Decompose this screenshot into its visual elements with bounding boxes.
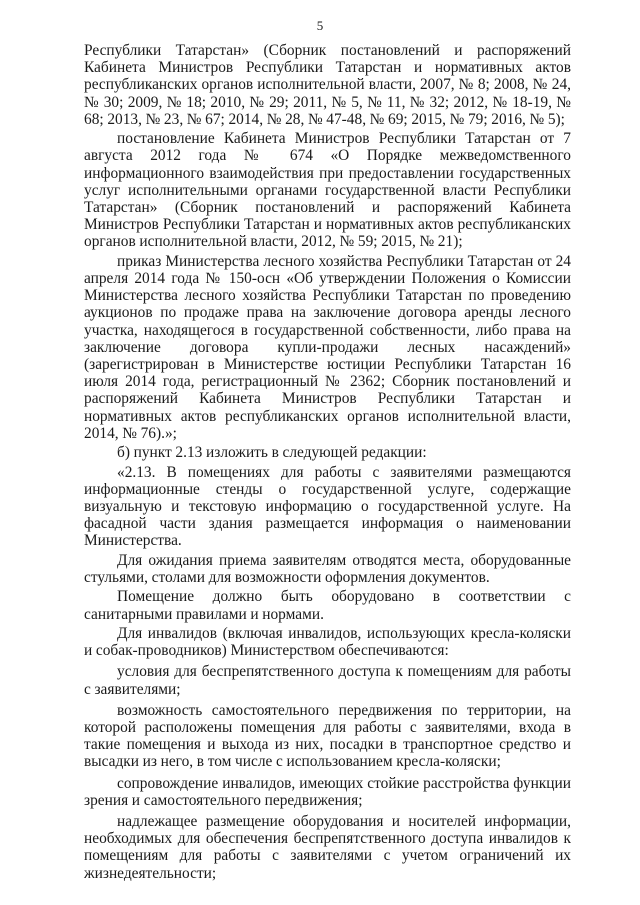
page-number: 5	[316, 18, 324, 33]
list-item-equipment-placement: надлежащее размещение оборудования и носителей информации, необходимых для обеспечения беспрепятственного доступа инвалидов к помещениям для работы с заявителями с учетом ограничений их жизнедеятельности;	[84, 813, 571, 882]
paragraph-waiting-places: Для ожидания приема заявителям отводятся места, оборудованные стульями, столами для возможности оформления документов.	[84, 551, 571, 587]
document-body	[84, 42, 571, 884]
paragraph-order-150-osn: приказ Министерства лесного хозяйства Республики Татарстан от 24 апреля 2014 года № 150-осн «Об утверждении Положения о Комиссии Министерства лесного хозяйства Республики Татарстан по проведению аукционов по продаже права на заключение договора аренды лесного участка, находящегося в государственной собственности, либо права на заключение договора купли-продажи лесных насаждений» (зарегистрирован в Министерстве юстиции Республики Татарстан 16 июля 2014 года, регистрационный № 2362; Сборник постановлений и распоряжений Кабинета Министров Республики Татарстан и нормативных актов республиканских органов исполнительной власти, 2014, № 76).»;	[84, 252, 571, 442]
paragraph-continuation-sources: Республики Татарстан» (Сборник постановлений и распоряжений Кабинета Министров Республики Татарстан и нормативных актов республиканских органов исполнительной власти, 2007, № 8; 2008, № 24, № 30; 2009, № 18; 2010, № 29; 2011, № 5, № 11, № 32; 2012, № 18-19, № 68; 2013, № 23, № 67; 2014, № 28, № 47-48, № 69; 2015, № 79; 2016, № 5);	[84, 42, 571, 128]
list-item-access-conditions: условия для беспрепятственного доступа к помещениям для работы с заявителями;	[84, 663, 571, 698]
paragraph-resolution-674: постановление Кабинета Министров Республики Татарстан от 7 августа 2012 года № 674 «О Порядке межведомственного информационного взаимодействия при предоставлении государственных услуг исполнительными органами государственной власти Республики Татарстан» (Сборник постановлений и распоряжений Кабинета Министров Республики Татарстан и нормативных актов республиканских органов исполнительной власти, 2012, № 59; 2015, № 21);	[84, 130, 571, 251]
paragraph-sanitary-rules: Помещение должно быть оборудовано в соответствии с санитарными правилами и нормами.	[84, 588, 571, 623]
list-item-escort: сопровождение инвалидов, имеющих стойкие расстройства функции зрения и самостоятельного передвижения;	[84, 774, 571, 809]
list-item-independent-movement: возможность самостоятельного передвижения по территории, на которой расположены помещения для работы с заявителями, входа в такие помещения и выхода из них, посадки в транспортное средство и высадки из него, в том числе с использованием кресла-коляски;	[84, 701, 571, 771]
paragraph-clause-2-13: «2.13. В помещениях для работы с заявителями размещаются информационные стенды о государственной услуге, содержащие визуальную и текстовую информацию о государственной услуге. На фасадной части здания размещается информация о наименовании Министерства.	[84, 463, 571, 550]
paragraph-item-b: б) пункт 2.13 изложить в следующей редакции:	[117, 444, 427, 462]
paragraph-disabled-access-intro: Для инвалидов (включая инвалидов, использующих кресла-коляски и собак-проводников) Министерством обеспечиваются:	[84, 625, 571, 660]
